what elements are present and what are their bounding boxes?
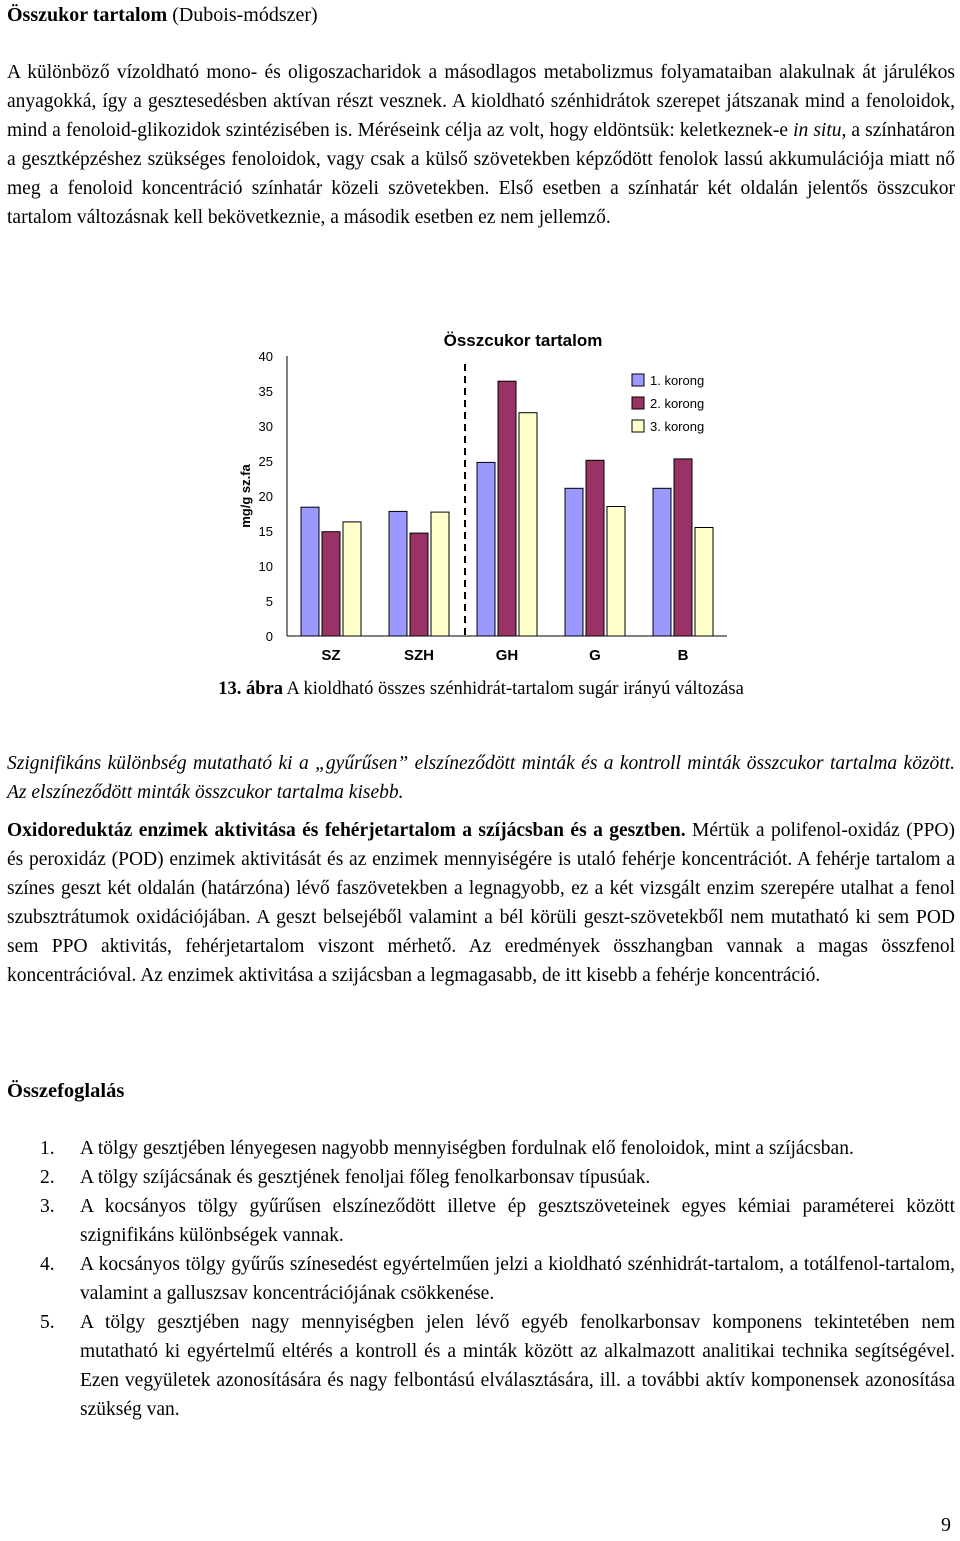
page-number: 9 xyxy=(941,1514,951,1536)
intro-paragraph: A különböző vízoldható mono- és oligoszacharidok a másodlagos metabolizmus folyamataiban alakulnak át járulékos anyagokká, így a gesztesedésben aktívan részt vesznek. A kioldható szénhidrátok szerepet játszanak mind a fenoloidok, mind a fenoloid-glikozidok szintézisében is. Méréseink célja az volt, hogy eldöntsük: keletkeznek-e in situ, a színhatáron a gesztképzéshez szükséges fenoloidok, vagy csak a külső szövetekben képződött fenolok lassú akkumulációja miatt nő meg a fenoloid koncentráció színhatár közeli szövetekben. Első esetben a színhatár két oldalán jelentős összcukor tartalom változásnak kell bekövetkeznie, a második esetben ez nem jellemző. xyxy=(7,62,955,228)
bar-SZH-3-korong xyxy=(431,512,449,636)
summary-heading: Összefoglalás xyxy=(7,1080,125,1102)
bar-SZ-1-korong xyxy=(301,507,319,636)
x-tick-label: SZH xyxy=(404,647,434,664)
y-tick-label: 40 xyxy=(258,349,273,364)
list-item: 4. A kocsányos tölgy gyűrűs színesedést egyértelműen jelzi a kioldható szénhidrát-tartalom, a totálfenol-tartalom, valamint a galluszsav koncentrációjának csökkenése. xyxy=(40,1254,955,1304)
bar-GH-2-korong xyxy=(498,381,516,636)
chart-ylabel: mg/g sz.fa xyxy=(238,464,253,528)
y-tick-label: 15 xyxy=(258,524,273,539)
bar-B-1-korong xyxy=(653,488,671,636)
x-tick-label: B xyxy=(677,647,689,664)
y-tick-label: 10 xyxy=(258,559,273,574)
list-item: 5. A tölgy gesztjében nagy mennyiségben jelen lévő egyéb fenolkarbonsav komponens tekintetében nem mutatható ki egyértelmű eltérés a kontroll és a minták között az alkalmazott analitikai technika segítségével. Ezen vegyületek azonosítására és nagy felbontású elválasztására, ill. a további aktív komponensek azonosítása szükség van. xyxy=(40,1312,955,1420)
bar-SZH-1-korong xyxy=(389,511,407,636)
y-tick-label: 35 xyxy=(258,384,273,399)
list-item: 3. A kocsányos tölgy gyűrűsen elszíneződött illetve ép gesztszöveteinek egyes kémiai paraméterei között szignifikáns különbségek vannak. xyxy=(40,1196,955,1246)
y-tick-label: 5 xyxy=(265,594,273,609)
bar-G-2-korong xyxy=(586,460,604,636)
legend-label: 1. korong xyxy=(650,373,705,388)
bar-B-2-korong xyxy=(674,459,692,636)
bar-chart-svg xyxy=(7,320,955,680)
y-tick-label: 20 xyxy=(258,489,273,504)
legend-swatch xyxy=(632,420,644,432)
section-title: Összukor tartalom (Dubois-módszer) xyxy=(7,4,318,26)
bar-GH-3-korong xyxy=(519,413,537,636)
figure-caption: 13. ábra A kioldható összes szénhidrát-tartalom sugár irányú változása xyxy=(218,679,744,699)
legend-label: 2. korong xyxy=(650,396,705,411)
y-tick-label: 30 xyxy=(258,419,273,434)
bar-GH-1-korong xyxy=(477,462,495,636)
bar-SZH-2-korong xyxy=(410,533,428,636)
list-item: 2. A tölgy szíjácsának és gesztjének fenoljai főleg fenolkarbonsav típusúak. xyxy=(40,1167,651,1188)
bar-SZ-2-korong xyxy=(322,532,340,636)
bar-SZ-3-korong xyxy=(343,522,361,636)
bar-B-3-korong xyxy=(695,528,713,637)
list-item: 1. A tölgy gesztjében lényegesen nagyobb mennyiségben fordulnak elő fenoloidok, mint a szíjácsban. xyxy=(40,1138,854,1159)
legend-label: 3. korong xyxy=(650,419,705,434)
x-tick-label: G xyxy=(589,647,601,664)
result-paragraph: Szignifikáns különbség mutatható ki a „gyűrűsen” elszíneződött minták és a kontroll minták összcukor tartalma között. Az elszíneződött minták összcukor tartalma kisebb. xyxy=(7,752,955,803)
sugar-chart xyxy=(7,320,955,700)
enzyme-paragraph: Oxidoreduktáz enzimek aktivitása és fehérjetartalom a szíjácsban és a gesztben. Mértük a polifenol-oxidáz (PPO) és peroxidáz (POD) enzimek aktivitását és az enzimek mennyiségére is utaló fehérje koncentrációt. A fehérje tartalom a színes geszt két oldalán (határzóna) lévő faszövetekben a legnagyobb, ez a két vizsgált enzim szerepére utalhat a fenol szubsztrátumok oxidációjában. A geszt belsejéből valamint a bél körüli geszt-szövetekből nem mutatható ki sem POD sem PPO aktivitás, fehérjetartalom viszont mérhető. Az eredmények összhangban vannak a magas összfenol koncentrációval. Az enzimek aktivitása a szijácsban a legmagasabb, de itt kisebb a fehérje koncentráció. xyxy=(7,820,955,986)
chart-title: Összcukor tartalom xyxy=(443,331,603,350)
summary-list xyxy=(40,1134,955,1424)
bar-G-3-korong xyxy=(607,507,625,637)
x-tick-label: SZ xyxy=(321,647,341,664)
y-tick-label: 25 xyxy=(258,454,273,469)
legend-swatch xyxy=(632,397,644,409)
bar-G-1-korong xyxy=(565,488,583,636)
x-tick-label: GH xyxy=(495,647,519,664)
legend-swatch xyxy=(632,374,644,386)
y-tick-label: 0 xyxy=(265,629,273,644)
